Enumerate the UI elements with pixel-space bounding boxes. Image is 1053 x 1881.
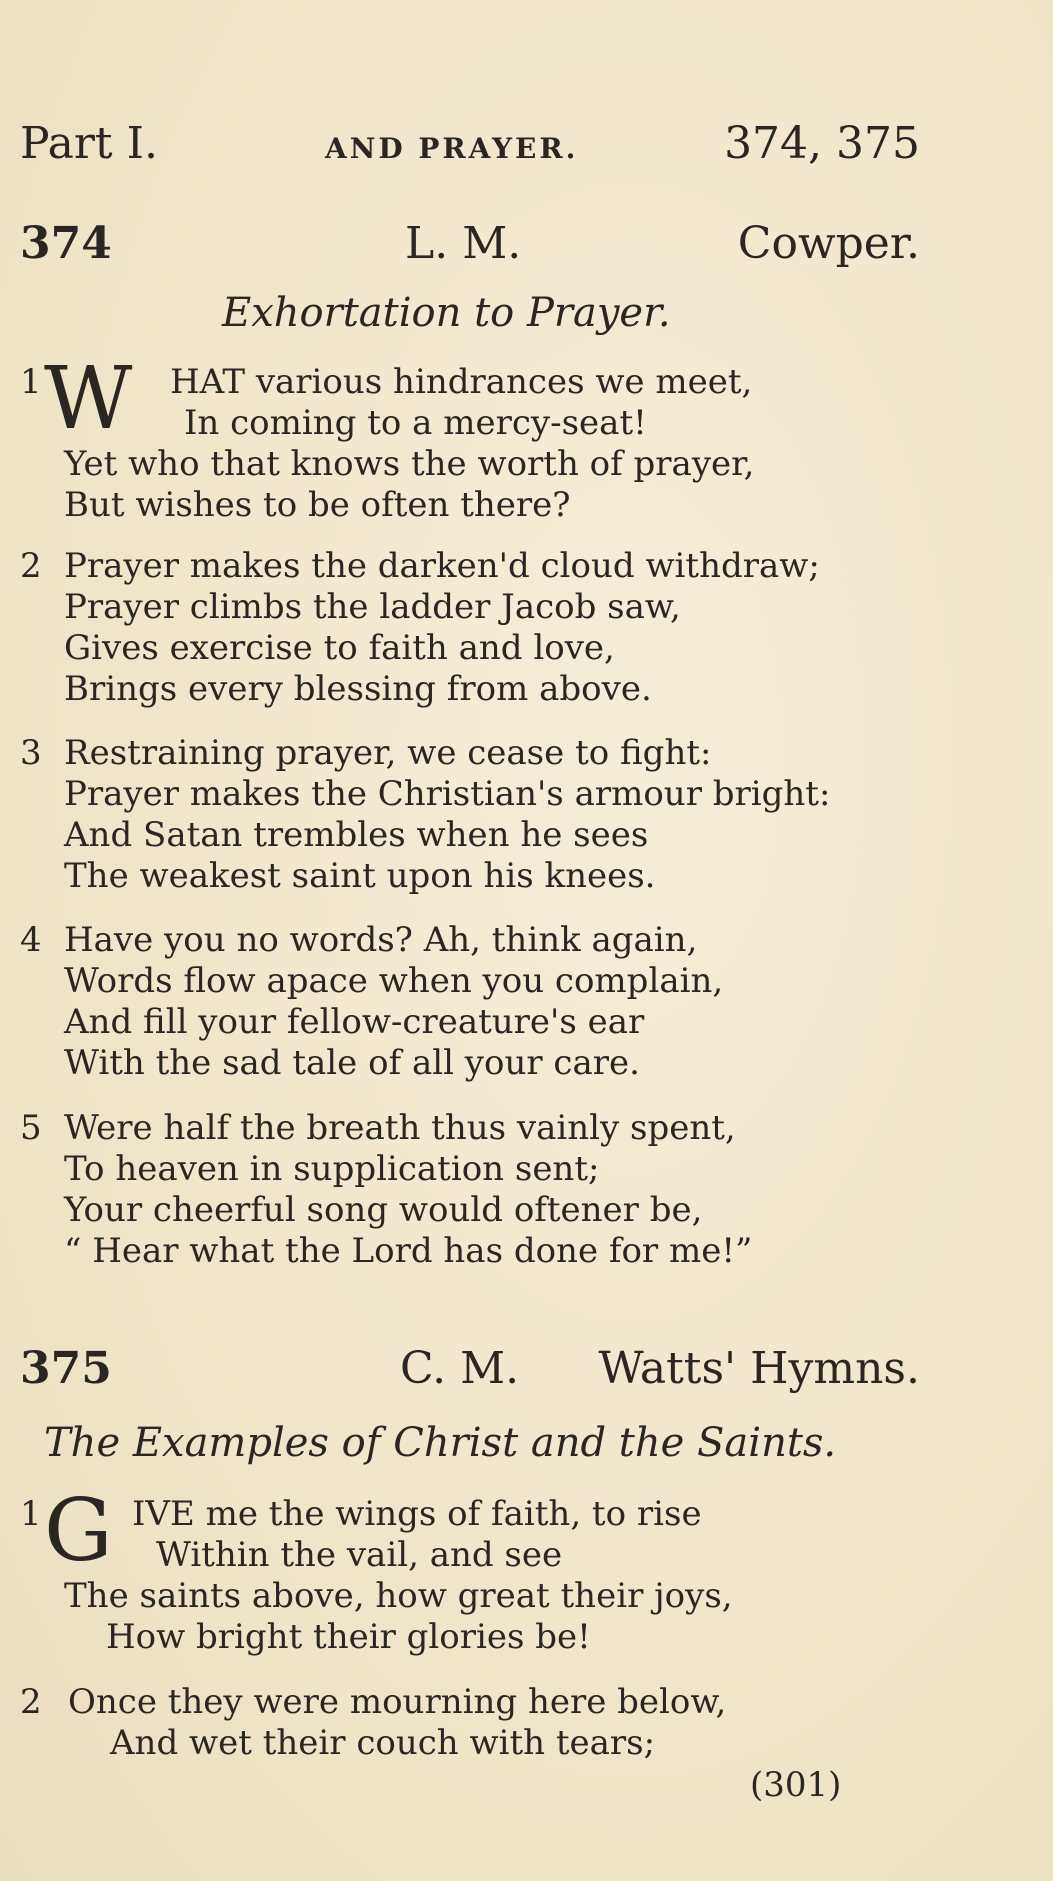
verse-line: Brings every blessing from above. [64, 669, 652, 709]
hymn-number: 375 [20, 1343, 112, 1394]
hymn-374-verse-5 [20, 1108, 930, 1272]
verse-line: Your cheerful song would oftener be, [64, 1190, 703, 1230]
verse-line: Once they were mourning here below, [68, 1682, 727, 1722]
header-section: AND PRAYER. [325, 132, 579, 165]
verse-line: Were half the breath thus vainly spent, [64, 1108, 736, 1148]
verse-line: But wishes to be often there? [64, 485, 571, 525]
hymn-meter: C. M. [400, 1343, 520, 1394]
verse-line: With the sad tale of all your care. [64, 1043, 640, 1083]
verse-line: Prayer climbs the ladder Jacob saw, [64, 587, 681, 627]
hymn-375-verse-2 [20, 1682, 930, 1764]
running-header [20, 118, 920, 178]
hymn-375-heading [20, 1343, 920, 1399]
verse-number: 3 [20, 733, 42, 773]
hymn-meter: L. M. [405, 218, 522, 269]
verse-line: Prayer makes the Christian's armour bright: [64, 774, 831, 814]
hymn-374-heading [20, 218, 920, 274]
verse-line: To heaven in supplication sent; [64, 1149, 600, 1189]
header-part: Part I. [20, 118, 158, 169]
verse-line: IVE me the wings of faith, to rise [132, 1494, 702, 1534]
drop-cap: G [44, 1481, 113, 1581]
verse-number: 5 [20, 1108, 42, 1148]
verse-line: And fill your fellow-creature's ear [64, 1002, 645, 1042]
verse-line: Yet who that knows the worth of prayer, [64, 444, 755, 484]
verse-line: Words flow apace when you complain, [64, 961, 724, 1001]
hymn-374-verse-4 [20, 920, 930, 1084]
hymn-374-verse-1 [20, 349, 930, 526]
verse-line: Gives exercise to faith and love, [64, 628, 615, 668]
verse-line: And wet their couch with tears; [110, 1723, 656, 1763]
verse-line: The weakest saint upon his knees. [64, 856, 656, 896]
page-number: (301) [750, 1765, 842, 1805]
verse-line: “ Hear what the Lord has done for me!” [64, 1231, 753, 1271]
verse-line: And Satan trembles when he sees [64, 815, 649, 855]
verse-line: HAT various hindrances we meet, [170, 362, 753, 402]
verse-line: Within the vail, and see [156, 1535, 563, 1575]
hymn-author: Watts' Hymns. [598, 1343, 920, 1394]
hymn-author: Cowper. [737, 218, 920, 269]
header-hymn-numbers: 374, 375 [724, 118, 920, 169]
hymn-374-subtitle: Exhortation to Prayer. [222, 290, 671, 336]
verse-line: Have you no words? Ah, think again, [64, 920, 698, 960]
verse-number: 4 [20, 920, 42, 960]
verse-line: How bright their glories be! [106, 1617, 591, 1657]
hymn-number: 374 [20, 218, 112, 269]
verse-number: 1 [20, 362, 42, 402]
hymn-374-verse-3 [20, 733, 930, 897]
verse-number: 2 [20, 546, 42, 586]
hymn-375-subtitle: The Examples of Christ and the Saints. [44, 1420, 837, 1466]
verse-line: Restraining prayer, we cease to fight: [64, 733, 712, 773]
verse-line: In coming to a mercy-seat! [184, 403, 647, 443]
drop-cap: W [44, 349, 133, 449]
verse-number: 2 [20, 1682, 42, 1722]
hymn-375-verse-1 [20, 1481, 930, 1658]
verse-line: The saints above, how great their joys, [64, 1576, 733, 1616]
verse-number: 1 [20, 1494, 42, 1534]
verse-line: Prayer makes the darken'd cloud withdraw; [64, 546, 820, 586]
hymn-374-verse-2 [20, 546, 930, 710]
